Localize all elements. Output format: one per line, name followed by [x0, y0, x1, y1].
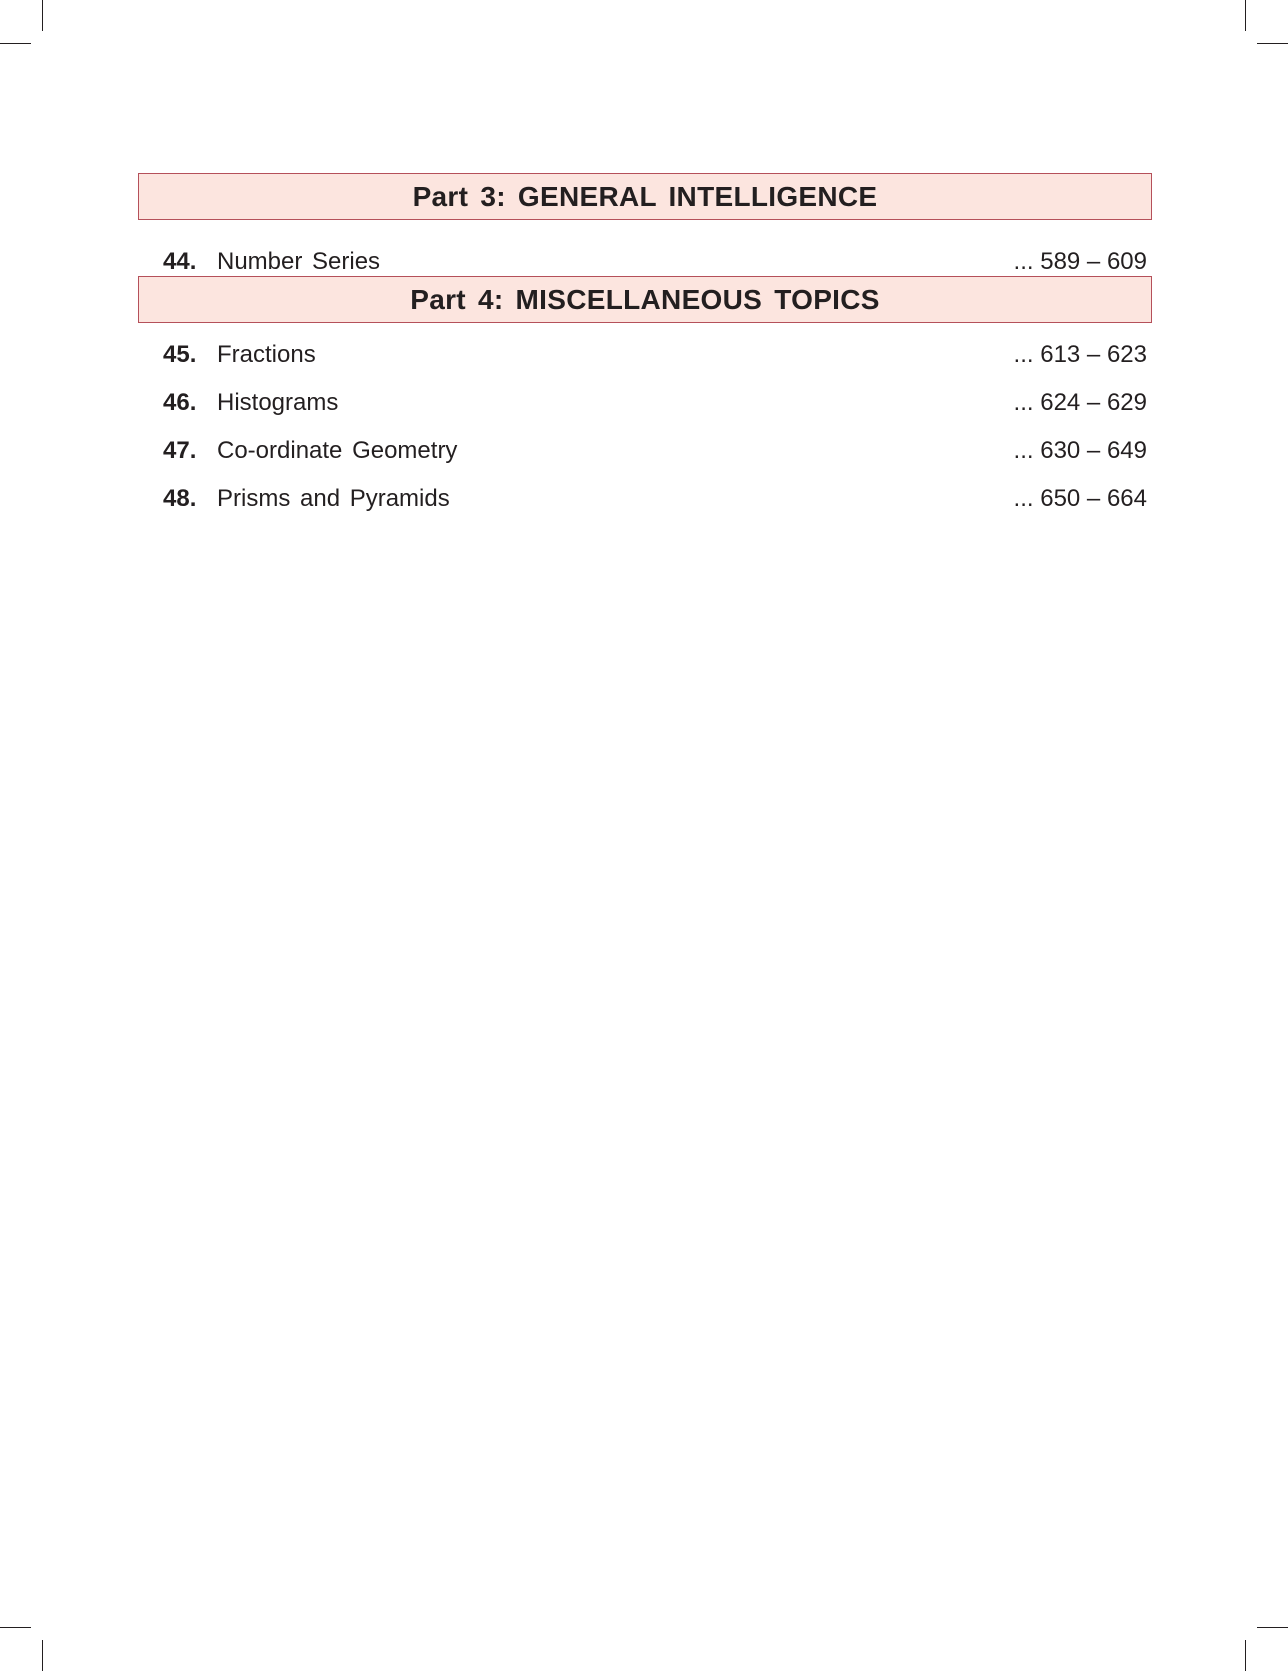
entry-pages: ... 589 – 609: [1013, 248, 1147, 275]
entry-title: Fractions: [217, 341, 316, 368]
crop-mark-bottom-right-vertical: [1245, 1640, 1246, 1671]
entry-pages: ... 630 – 649: [1013, 437, 1147, 464]
crop-mark-bottom-left-vertical: [42, 1640, 43, 1671]
toc-entry-46[interactable]: [138, 379, 1152, 427]
part-3-title: Part 3: GENERAL INTELLIGENCE: [412, 180, 878, 212]
entry-pages: ... 650 – 664: [1013, 485, 1147, 512]
entry-number: 45.: [163, 341, 197, 368]
crop-mark-bottom-left-horizontal: [0, 1627, 31, 1628]
table-of-contents: [138, 173, 1152, 523]
toc-entry-45[interactable]: [138, 331, 1152, 379]
entry-title: Prisms and Pyramids: [217, 485, 450, 512]
part-4-entries: [138, 331, 1152, 523]
entry-title: Co-ordinate Geometry: [217, 437, 458, 464]
crop-mark-top-left-horizontal: [0, 43, 31, 44]
entry-pages: ... 624 – 629: [1013, 389, 1147, 416]
entry-number: 46.: [163, 389, 197, 416]
crop-mark-top-right-horizontal: [1257, 43, 1288, 44]
part-3-banner: [138, 173, 1152, 220]
part-4-banner: [138, 276, 1152, 323]
entry-title: Histograms: [217, 389, 339, 416]
toc-entry-47[interactable]: [138, 427, 1152, 475]
entry-pages: ... 613 – 623: [1013, 341, 1147, 368]
crop-mark-bottom-right-horizontal: [1257, 1627, 1288, 1628]
entry-number: 44.: [163, 248, 197, 275]
entry-number: 48.: [163, 485, 197, 512]
crop-mark-top-left-vertical: [42, 0, 43, 31]
entry-title: Number Series: [217, 248, 381, 275]
entry-number: 47.: [163, 437, 197, 464]
crop-mark-top-right-vertical: [1245, 0, 1246, 31]
toc-entry-48[interactable]: [138, 475, 1152, 523]
part-4-title: Part 4: MISCELLANEOUS TOPICS: [410, 283, 880, 315]
